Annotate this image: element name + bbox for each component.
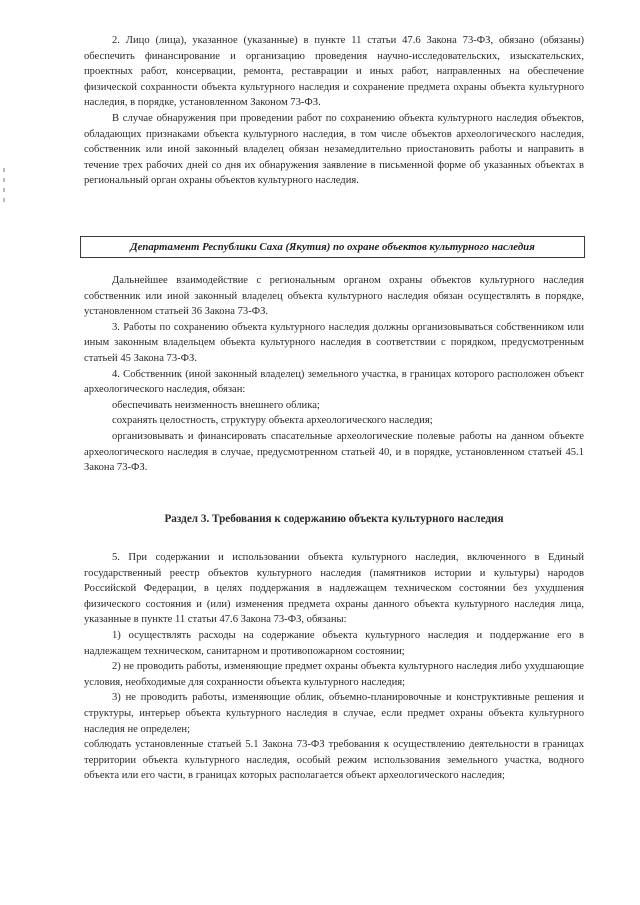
text-block-middle: [84, 273, 584, 476]
obligation-appearance: обеспечивать неизменность внешнего облика;: [112, 399, 320, 411]
paragraph-2: 2. Лицо (лица), указанное (указанные) в пункте 11 статьи 47.6 Закона 73-ФЗ, обязано (обязаны) обеспечить финансирование и организацию проведения научно-исследовательских, изыскательских, проектных работ, консервации, ремонта, реставрации и иных работ, направленных на обеспечение физической сохранности объекта культурного наследия и сохранение предмета охраны объекта культурного наследия, в порядке, установленном Законом 73-ФЗ.: [84, 35, 584, 109]
text-block-bottom: [84, 550, 584, 784]
section-3-heading: Раздел 3. Требования к содержанию объекта культурного наследия: [164, 513, 504, 525]
obligation-integrity: сохранять целостность, структуру объекта археологического наследия;: [112, 415, 433, 427]
paragraph-4: 4. Собственник (иной законный владелец) земельного участка, в границах которого расположен объект археологического наследия, обязан:: [84, 368, 584, 396]
paragraph-discovery: В случае обнаружения при проведении работ по сохранению объекта культурного наследия объектов, обладающих признаками объекта культурного наследия, в том числе объектов археологического наследия, собственник или иной законный владелец обязан незамедлительно приостановить работы и направить в течение трех рабочих дней со дня их обнаружения заявление в письменной форме об указанных объектах в региональный орган охраны объектов культурного наследия.: [84, 112, 584, 187]
item-1-expenses: 1) осуществлять расходы на содержание объекта культурного наследия и поддержание его в надлежащем техническом, санитарном и противопожарном состоянии;: [84, 629, 584, 657]
item-territory-requirements: соблюдать установленные статьей 5.1 Закона 73-ФЗ требования к осуществлению деятельности в границах территории объекта культурного наследия, особый режим использования земельного участка, водного объекта или его части, в границах которых располагается объект археологического наследия;: [84, 739, 584, 782]
item-3-no-appearance-changes: 3) не проводить работы, изменяющие облик, объемно-планировочные и конструктивные решения и структуры, интерьер объекта культурного наследия в случае, если предмет охраны объекта культурного наследия не определен;: [84, 692, 584, 735]
scan-margin-marks: [2, 168, 8, 208]
paragraph-5: 5. При содержании и использовании объекта культурного наследия, включенного в Единый государственный реестр объектов культурного наследия (памятников истории и культуры) народов Российской Федерации, в целях поддержания в надлежащем техническом состоянии без ухудшения физического состояния и (или) изменения предмета охраны данного объекта культурного наследия лица, указанные в пункте 11 статьи 47.6 Закона 73-ФЗ, обязаны:: [84, 552, 584, 626]
obligation-rescue-works: организовывать и финансировать спасательные археологические полевые работы на данном объекте археологического наследия в случае, предусмотренном статьей 40, и в порядке, установленном статьей 45.1 Закона 73-ФЗ.: [84, 430, 584, 474]
item-2-no-works: 2) не проводить работы, изменяющие предмет охраны объекта культурного наследия либо ухудшающие условия, необходимые для сохранности объекта культурного наследия;: [84, 661, 584, 688]
paragraph-interaction: Дальнейшее взаимодействие с региональным органом охраны объектов культурного наследия собственник или иной законный владелец объекта культурного наследия обязан осуществлять в порядке, установленном статьей 36 Закона 73-ФЗ.: [84, 275, 584, 318]
paragraph-3: 3. Работы по сохранению объекта культурного наследия должны организовываться собственником или иным законным владельцем объекта культурного наследия в соответствии с порядком, предусмотренным статьей 45 Закона 73-ФЗ.: [84, 321, 584, 364]
department-stamp-text: Департамент Республики Саха (Якутия) по охране объектов культурного наследия: [130, 241, 535, 253]
department-stamp: [80, 236, 585, 258]
text-block-top: [84, 33, 584, 189]
